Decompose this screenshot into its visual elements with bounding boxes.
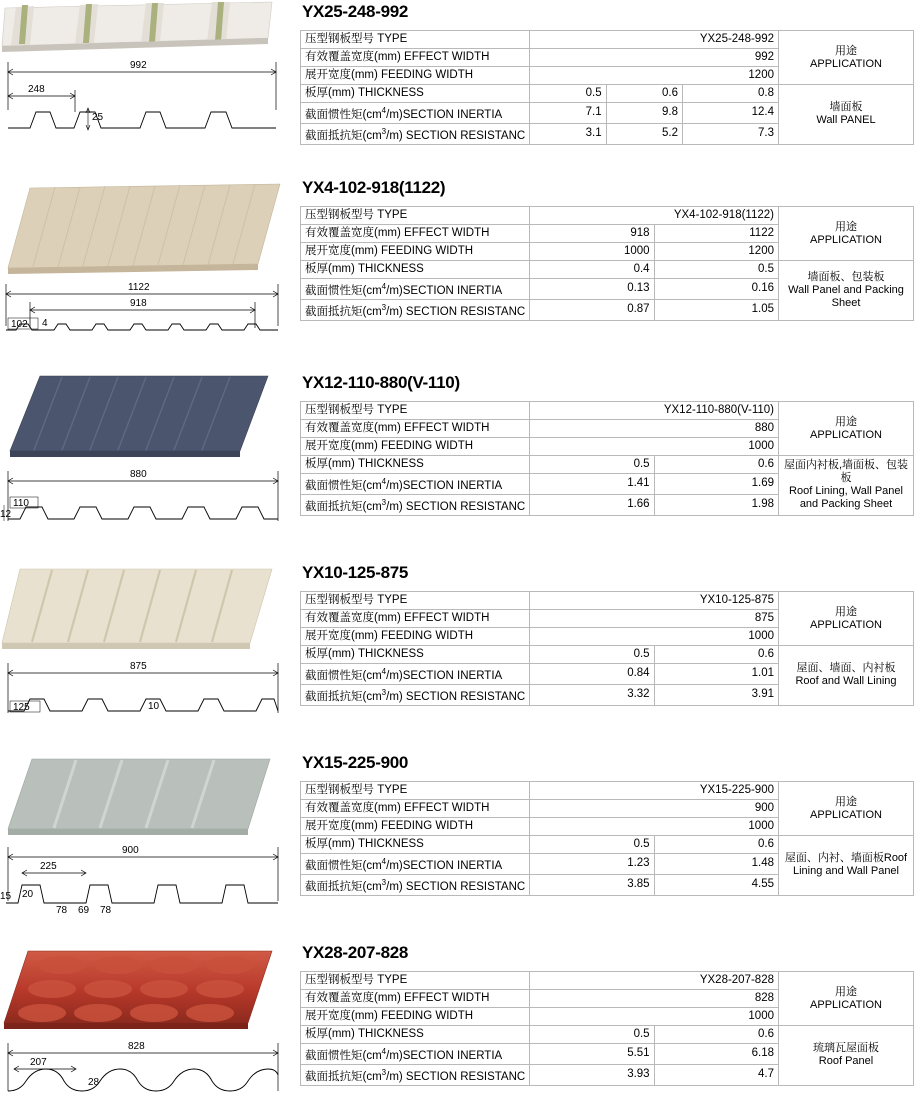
product-title: YX28-207-828 bbox=[302, 943, 409, 962]
use-text: 琉璃瓦屋面板 Roof Panel bbox=[779, 1026, 914, 1086]
product-block bbox=[0, 0, 920, 176]
row-value: 1.48 bbox=[654, 854, 778, 875]
row-value: 5.2 bbox=[606, 123, 682, 144]
row-label: 截面惯性矩$(cm^4/m)SECTION$ INERTIA bbox=[301, 279, 530, 300]
row-label: 截面惯性矩$(cm^4/m)SECTION$ INERTIA bbox=[301, 1044, 530, 1065]
row-label: 有效覆盖宽度(mm) EFFECT WIDTH bbox=[301, 49, 530, 67]
row-label: 截面抵抗矩$(cm^3/m)$ SECTION RESISTANC bbox=[301, 874, 530, 895]
profile-drawing-yx25-248-992 bbox=[0, 0, 290, 150]
row-label: 截面抵抗矩$(cm^3/m)$ SECTION RESISTANC bbox=[301, 1064, 530, 1085]
use-header: 用途 APPLICATION bbox=[779, 31, 914, 85]
row-value: 7.1 bbox=[530, 103, 606, 124]
row-value: 1000 bbox=[530, 818, 779, 836]
row-value: 0.5 bbox=[654, 261, 778, 279]
product-drawing-area bbox=[0, 941, 300, 1101]
product-block bbox=[0, 561, 920, 751]
dim-module: 225 bbox=[40, 861, 57, 872]
row-label: 展开宽度(mm) FEEDING WIDTH bbox=[301, 67, 530, 85]
row-value: 0.6 bbox=[654, 646, 778, 664]
row-label: 板厚(mm) THICKNESS bbox=[301, 646, 530, 664]
row-label: 板厚(mm) THICKNESS bbox=[301, 261, 530, 279]
row-value: 1.01 bbox=[654, 664, 778, 685]
product-title: YX15-225-900 bbox=[302, 753, 409, 772]
row-value: YX4-102-918(1122) bbox=[530, 207, 779, 225]
row-value: 880 bbox=[530, 420, 779, 438]
row-value: 3.32 bbox=[530, 684, 654, 705]
use-header: 用途 APPLICATION bbox=[779, 972, 914, 1026]
dim-module: 248 bbox=[28, 84, 45, 95]
row-label: 压型钢板型号 TYPE bbox=[301, 592, 530, 610]
table-row bbox=[301, 207, 914, 225]
dim-module: 102 bbox=[11, 319, 28, 330]
dim-cover-width: 1122 bbox=[128, 282, 150, 293]
row-value: 6.18 bbox=[654, 1044, 778, 1065]
table-row bbox=[301, 85, 914, 103]
row-value: 5.51 bbox=[530, 1044, 654, 1065]
row-label: 压型钢板型号 TYPE bbox=[301, 782, 530, 800]
use-header: 用途 APPLICATION bbox=[779, 782, 914, 836]
row-value: 0.87 bbox=[530, 299, 654, 320]
row-value: 992 bbox=[530, 49, 779, 67]
row-label: 截面惯性矩$(cm^4/m)SECTION$ INERTIA bbox=[301, 854, 530, 875]
dim-cover-width: 880 bbox=[130, 469, 147, 480]
row-label: 有效覆盖宽度(mm) EFFECT WIDTH bbox=[301, 420, 530, 438]
product-block bbox=[0, 751, 920, 941]
product-spec-area bbox=[300, 751, 920, 941]
product-drawing-area bbox=[0, 0, 300, 176]
product-spec-area bbox=[300, 176, 920, 371]
row-label: 板厚(mm) THICKNESS bbox=[301, 456, 530, 474]
dim-module: 110 bbox=[13, 498, 29, 509]
product-block bbox=[0, 941, 920, 1101]
row-value: 4.55 bbox=[654, 874, 778, 895]
row-value: 7.3 bbox=[683, 123, 779, 144]
dim-height: 25 bbox=[92, 112, 104, 123]
table-row bbox=[301, 972, 914, 990]
use-text: 墙面板 Wall PANEL bbox=[779, 85, 914, 145]
row-value: 1.69 bbox=[654, 474, 778, 495]
row-label: 截面惯性矩$(cm^4/m)SECTION$ INERTIA bbox=[301, 474, 530, 495]
dim-cover-width: 992 bbox=[130, 60, 147, 71]
dim-height: 4 bbox=[42, 318, 48, 329]
product-block bbox=[0, 176, 920, 371]
row-label: 有效覆盖宽度(mm) EFFECT WIDTH bbox=[301, 990, 530, 1008]
row-label: 有效覆盖宽度(mm) EFFECT WIDTH bbox=[301, 225, 530, 243]
row-label: 压型钢板型号 TYPE bbox=[301, 972, 530, 990]
row-value: 1.41 bbox=[530, 474, 654, 495]
row-value: 3.93 bbox=[530, 1064, 654, 1085]
product-spec-area bbox=[300, 561, 920, 751]
row-value: 0.5 bbox=[530, 1026, 654, 1044]
row-label: 板厚(mm) THICKNESS bbox=[301, 1026, 530, 1044]
use-text: 屋面、墙面、内衬板 Roof and Wall Lining bbox=[779, 646, 914, 706]
spec-table bbox=[300, 206, 914, 321]
row-value: 1200 bbox=[654, 243, 778, 261]
row-value: 828 bbox=[530, 990, 779, 1008]
spec-table bbox=[300, 971, 914, 1086]
row-label: 截面抵抗矩$(cm^3/m)$ SECTION RESISTANC bbox=[301, 494, 530, 515]
dim-cover-width: 875 bbox=[130, 661, 147, 672]
row-value: 0.5 bbox=[530, 456, 654, 474]
table-row bbox=[301, 456, 914, 474]
spec-table bbox=[300, 591, 914, 706]
row-label: 截面抵抗矩$(cm^3/m)$ SECTION RESISTANC bbox=[301, 123, 530, 144]
row-value: 0.13 bbox=[530, 279, 654, 300]
row-value: 0.6 bbox=[654, 1026, 778, 1044]
dim-cover-width: 900 bbox=[122, 845, 139, 856]
table-row bbox=[301, 402, 914, 420]
product-title: YX25-248-992 bbox=[302, 2, 409, 21]
spec-table bbox=[300, 30, 914, 145]
row-label: 展开宽度(mm) FEEDING WIDTH bbox=[301, 243, 530, 261]
row-label: 展开宽度(mm) FEEDING WIDTH bbox=[301, 628, 530, 646]
product-spec-area bbox=[300, 371, 920, 561]
use-header: 用途 APPLICATION bbox=[779, 592, 914, 646]
row-value: 918 bbox=[530, 225, 654, 243]
spec-table bbox=[300, 401, 914, 516]
row-value: 0.16 bbox=[654, 279, 778, 300]
row-value: 12.4 bbox=[683, 103, 779, 124]
row-label: 压型钢板型号 TYPE bbox=[301, 31, 530, 49]
product-spec-area bbox=[300, 941, 920, 1101]
dim-height: 10 bbox=[148, 701, 160, 712]
use-text: 墙面板、包装板 Wall Panel and Packing Sheet bbox=[779, 261, 914, 321]
row-value: YX15-225-900 bbox=[530, 782, 779, 800]
row-value: YX25-248-992 bbox=[530, 31, 779, 49]
dim-module: 125 bbox=[13, 702, 30, 713]
dim-flange: 20 bbox=[22, 889, 34, 900]
row-value: 1000 bbox=[530, 628, 779, 646]
profile-drawing-yx28-207-828 bbox=[0, 941, 290, 1096]
row-label: 有效覆盖宽度(mm) EFFECT WIDTH bbox=[301, 610, 530, 628]
row-value: 1.66 bbox=[530, 494, 654, 515]
row-value: 1000 bbox=[530, 1008, 779, 1026]
profile-drawing-yx15-225-900 bbox=[0, 751, 290, 926]
row-value: 1200 bbox=[530, 67, 779, 85]
row-value: 0.5 bbox=[530, 85, 606, 103]
table-row bbox=[301, 836, 914, 854]
row-label: 板厚(mm) THICKNESS bbox=[301, 836, 530, 854]
use-header: 用途 APPLICATION bbox=[779, 207, 914, 261]
dim-sub-3: 78 bbox=[100, 905, 112, 916]
row-value: 0.6 bbox=[654, 456, 778, 474]
row-value: 1.23 bbox=[530, 854, 654, 875]
profile-drawing-yx10-125-875 bbox=[0, 561, 290, 731]
row-value: 1000 bbox=[530, 243, 654, 261]
row-label: 截面抵抗矩$(cm^3/m)$ SECTION RESISTANC bbox=[301, 684, 530, 705]
row-value: 9.8 bbox=[606, 103, 682, 124]
row-label: 展开宽度(mm) FEEDING WIDTH bbox=[301, 1008, 530, 1026]
row-value: 1122 bbox=[654, 225, 778, 243]
use-text: 屋面内衬板,墙面板、包装板 Roof Lining, Wall Panel and Packing Sheet bbox=[779, 456, 914, 516]
table-row bbox=[301, 1026, 914, 1044]
row-value: 3.1 bbox=[530, 123, 606, 144]
row-value: 0.6 bbox=[606, 85, 682, 103]
row-value: 1.98 bbox=[654, 494, 778, 515]
row-label: 压型钢板型号 TYPE bbox=[301, 207, 530, 225]
product-drawing-area bbox=[0, 371, 300, 561]
row-label: 压型钢板型号 TYPE bbox=[301, 402, 530, 420]
dim-cover-width-2: 918 bbox=[130, 298, 147, 309]
row-value: YX28-207-828 bbox=[530, 972, 779, 990]
product-title: YX10-125-875 bbox=[302, 563, 409, 582]
table-row bbox=[301, 261, 914, 279]
product-drawing-area bbox=[0, 561, 300, 751]
row-label: 截面抵抗矩$(cm^3/m)$ SECTION RESISTANC bbox=[301, 299, 530, 320]
dim-height: 12 bbox=[0, 509, 12, 520]
row-value: 875 bbox=[530, 610, 779, 628]
row-value: 1.05 bbox=[654, 299, 778, 320]
dim-cover-width: 828 bbox=[128, 1041, 145, 1052]
row-value: YX10-125-875 bbox=[530, 592, 779, 610]
product-title: YX4-102-918(1122) bbox=[302, 178, 446, 197]
table-row bbox=[301, 592, 914, 610]
dim-height: 28 bbox=[88, 1077, 100, 1088]
dim-sub-2: 69 bbox=[78, 905, 90, 916]
row-value: YX12-110-880(V-110) bbox=[530, 402, 779, 420]
row-value: 3.85 bbox=[530, 874, 654, 895]
table-row bbox=[301, 646, 914, 664]
product-title: YX12-110-880(V-110) bbox=[302, 373, 460, 392]
table-row bbox=[301, 782, 914, 800]
row-value: 0.5 bbox=[530, 836, 654, 854]
dim-module: 207 bbox=[30, 1057, 47, 1068]
product-drawing-area bbox=[0, 751, 300, 941]
row-value: 0.6 bbox=[654, 836, 778, 854]
spec-table bbox=[300, 781, 914, 896]
row-label: 截面惯性矩$(cm^4/m)SECTION$ INERTIA bbox=[301, 664, 530, 685]
row-value: 3.91 bbox=[654, 684, 778, 705]
row-value: 0.5 bbox=[530, 646, 654, 664]
row-label: 有效覆盖宽度(mm) EFFECT WIDTH bbox=[301, 800, 530, 818]
row-value: 0.8 bbox=[683, 85, 779, 103]
row-value: 900 bbox=[530, 800, 779, 818]
row-value: 0.84 bbox=[530, 664, 654, 685]
row-value: 4.7 bbox=[654, 1064, 778, 1085]
profile-drawing-yx12-110-880 bbox=[0, 371, 290, 541]
row-value: 1000 bbox=[530, 438, 779, 456]
row-label: 展开宽度(mm) FEEDING WIDTH bbox=[301, 438, 530, 456]
dim-sub-1: 78 bbox=[56, 905, 68, 916]
row-value: 0.4 bbox=[530, 261, 654, 279]
profile-drawing-yx4-102-918 bbox=[0, 176, 290, 341]
product-spec-area bbox=[300, 0, 920, 176]
product-drawing-area bbox=[0, 176, 300, 371]
row-label: 截面惯性矩$(cm^4/m)SECTION$ INERTIA bbox=[301, 103, 530, 124]
table-row bbox=[301, 31, 914, 49]
dim-height: 15 bbox=[0, 891, 12, 902]
row-label: 展开宽度(mm) FEEDING WIDTH bbox=[301, 818, 530, 836]
product-block bbox=[0, 371, 920, 561]
row-label: 板厚(mm) THICKNESS bbox=[301, 85, 530, 103]
use-text: 屋面、内衬、墙面板Roof Lining and Wall Panel bbox=[779, 836, 914, 896]
use-header: 用途 APPLICATION bbox=[779, 402, 914, 456]
